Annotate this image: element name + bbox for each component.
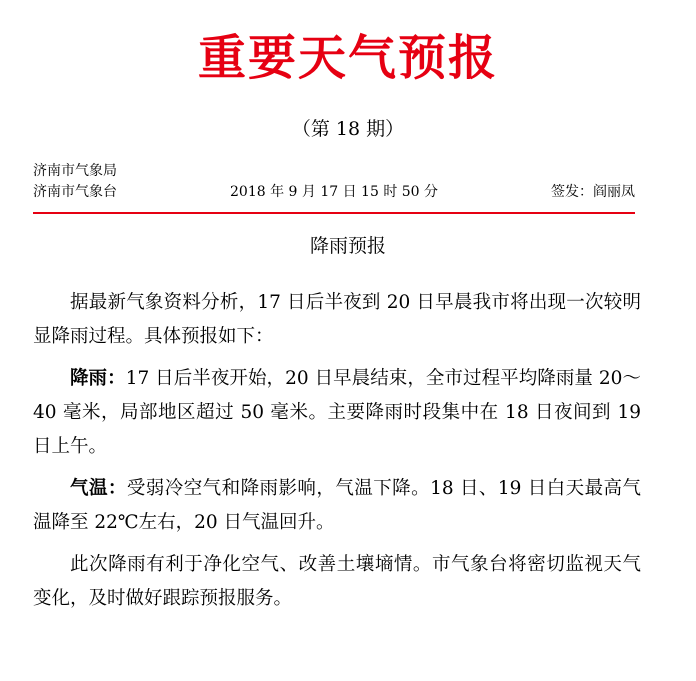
rain-text: 17 日后半夜开始，20 日早晨结束，全市过程平均降雨量 20～40 毫米，局部地区超过 50 毫米。主要降雨时段集中在 18 日夜间到 19 日上午。	[33, 368, 641, 457]
temperature-paragraph	[33, 472, 641, 540]
temperature-text: 受弱冷空气和降雨影响，气温下降。18 日、19 日白天最高气温降至 22℃左右，20 日气温回升。	[33, 478, 641, 533]
rain-label: 降雨：	[70, 368, 126, 389]
temperature-label: 气温：	[70, 478, 127, 499]
document-title: 重要天气预报	[197, 30, 498, 86]
signer: 签发：阎丽凤	[551, 184, 635, 200]
issue-datetime: 2018 年 9 月 17 日 15 时 50 分	[230, 184, 439, 200]
issue-number: （第 18 期）	[291, 118, 405, 140]
header-divider	[33, 212, 635, 214]
intro-paragraph: 据最新气象资料分析，17 日后半夜到 20 日早晨我市将出现一次较明显降雨过程。具体预报如下：	[33, 292, 641, 347]
section-title: 降雨预报	[309, 235, 386, 257]
closing-paragraph: 此次降雨有利于净化空气、改善土壤墒情。市气象台将密切监视天气变化，及时做好跟踪预报服务。	[33, 554, 641, 609]
issuer-bureau: 济南市气象局	[33, 163, 117, 179]
issuer-observatory: 济南市气象台	[33, 184, 117, 200]
rain-paragraph	[33, 362, 641, 464]
bulletin-body	[33, 286, 641, 624]
